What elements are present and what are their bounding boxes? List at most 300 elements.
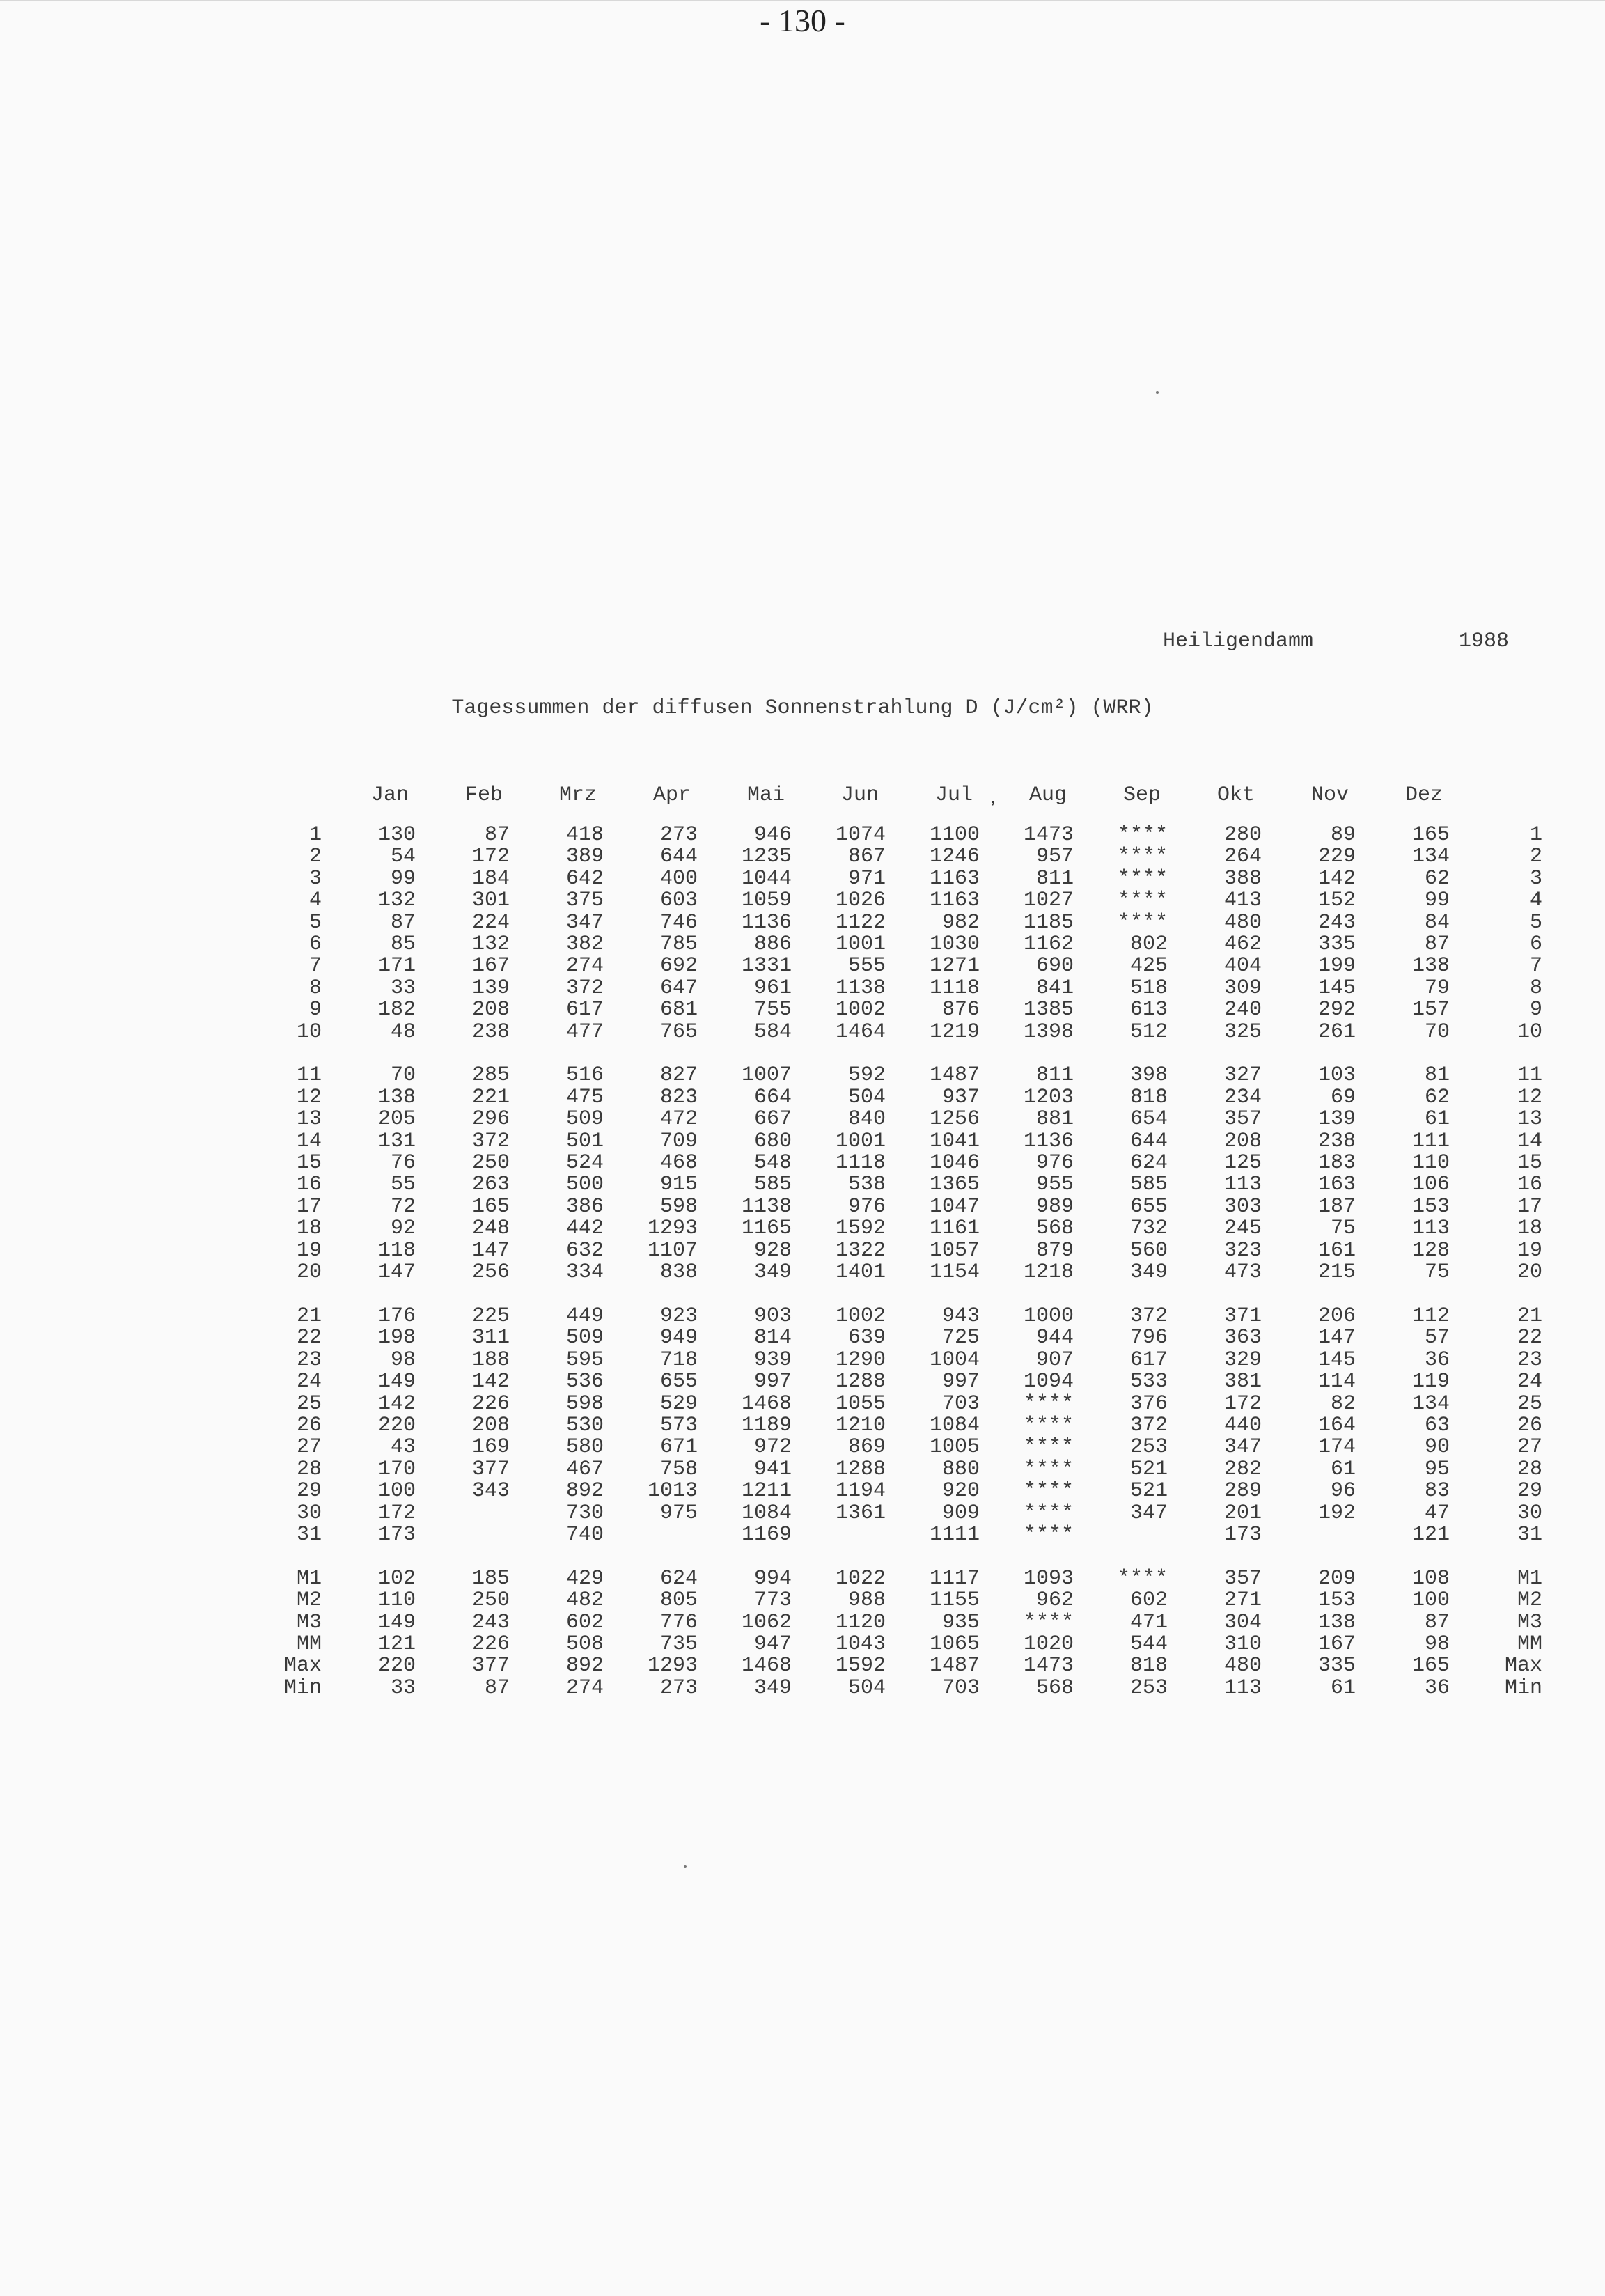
value-cell: 33 [390,976,416,1000]
value-cell: 1117 [929,1566,980,1591]
value-cell: 504 [847,1676,886,1700]
row-label-right: 9 [1529,998,1542,1022]
row-label: 14 [296,1129,322,1153]
value-cell: 802 [1129,932,1168,957]
value-cell: 323 [1223,1238,1262,1263]
value-cell: 1487 [929,1063,980,1088]
value-cell: 1044 [741,866,792,891]
value-cell: 718 [659,1348,698,1372]
value-cell: 296 [471,1107,510,1132]
value-cell: 343 [471,1479,510,1504]
value-cell: 215 [1317,1260,1356,1285]
value-cell: 142 [471,1370,510,1394]
value-cell: 892 [565,1654,604,1678]
value-cell: 509 [565,1326,604,1350]
value-cell: 292 [1317,998,1356,1022]
row-label: 6 [308,932,322,957]
value-cell: 1062 [741,1610,792,1634]
month-header: Mai [746,783,785,807]
value-cell: 536 [565,1370,604,1394]
value-cell: 876 [941,998,980,1022]
value-cell: 240 [1223,998,1262,1022]
row-label-right: 6 [1529,932,1542,957]
value-cell: 548 [753,1151,792,1176]
value-cell: 43 [390,1435,416,1460]
row-spacer [265,1284,1542,1306]
value-cell: 253 [1129,1435,1168,1460]
value-cell: 477 [565,1020,604,1044]
value-cell: 132 [377,889,416,913]
speck [1156,391,1159,394]
value-cell: 955 [1035,1173,1074,1197]
value-cell: 131 [377,1129,416,1153]
value-cell: 139 [471,976,510,1000]
value-cell: 1385 [1023,998,1074,1022]
value-cell: 103 [1317,1063,1356,1088]
value-cell: 1136 [741,910,792,935]
row-label: 1 [308,823,322,847]
value-cell: 289 [1223,1479,1262,1504]
value-cell: 841 [1035,976,1074,1000]
value-cell: **** [1023,1610,1074,1634]
month-header: Mrz [558,783,597,807]
value-cell: 997 [753,1370,792,1394]
value-cell: 111 [1411,1129,1450,1153]
table-row [265,955,1542,977]
value-cell: 220 [377,1654,416,1678]
value-cell: 125 [1223,1151,1262,1176]
row-label: 7 [308,954,322,978]
table-row [265,912,1542,934]
table-row [265,1109,1542,1130]
row-label: 28 [296,1457,322,1481]
row-label: M2 [296,1588,322,1613]
row-label-right: M3 [1517,1610,1542,1634]
value-cell: 975 [659,1501,698,1525]
value-cell: 172 [1223,1391,1262,1416]
value-cell: 248 [471,1217,510,1241]
table-row [265,1327,1542,1349]
value-cell: 87 [484,823,510,847]
row-label: MM [296,1632,322,1656]
value-cell: 508 [565,1632,604,1656]
table-row [265,1612,1542,1634]
radiation-table [265,781,1542,1699]
value-cell: 838 [659,1260,698,1285]
value-cell: 907 [1035,1348,1074,1372]
value-cell: 949 [659,1326,698,1350]
value-cell: 138 [1411,954,1450,978]
value-cell: 840 [847,1107,886,1132]
value-cell: 310 [1223,1632,1262,1656]
table-row [265,1415,1542,1437]
value-cell: 827 [659,1063,698,1088]
row-label: 9 [308,998,322,1022]
value-cell: 400 [659,866,698,891]
value-cell: 1001 [835,932,886,957]
value-cell: 892 [565,1479,604,1504]
value-cell: **** [1023,1522,1074,1547]
table-row [265,1371,1542,1393]
value-cell: 592 [847,1063,886,1088]
value-cell: 1473 [1023,823,1074,847]
value-cell: 389 [565,845,604,869]
value-cell: 271 [1223,1588,1262,1613]
value-cell: 681 [659,998,698,1022]
value-cell: 398 [1129,1063,1168,1088]
row-label-right: 19 [1517,1238,1542,1263]
value-cell: 329 [1223,1348,1262,1372]
value-cell: 943 [941,1304,980,1328]
value-cell: 976 [1035,1151,1074,1176]
table-row [265,1262,1542,1283]
value-cell: 169 [471,1435,510,1460]
value-cell: 173 [1223,1522,1262,1547]
value-cell: 372 [1129,1304,1168,1328]
value-cell: 823 [659,1085,698,1109]
value-cell: 70 [1424,1020,1450,1044]
table-row [265,934,1542,955]
value-cell: 1203 [1023,1085,1074,1109]
value-cell: 132 [471,932,510,957]
value-cell: 881 [1035,1107,1074,1132]
month-header: Jan [370,783,409,807]
value-cell: 285 [471,1063,510,1088]
value-cell: 947 [753,1632,792,1656]
value-cell: 480 [1223,1654,1262,1678]
value-cell: 994 [753,1566,792,1591]
value-cell: 1002 [835,1304,886,1328]
row-label: 25 [296,1391,322,1416]
value-cell: 1057 [929,1238,980,1263]
table-row [265,1196,1542,1218]
value-cell: 475 [565,1085,604,1109]
value-cell: 524 [565,1151,604,1176]
value-cell: 208 [471,998,510,1022]
value-cell: 311 [471,1326,510,1350]
value-cell: 357 [1223,1107,1262,1132]
value-cell: 128 [1411,1238,1450,1263]
value-cell: 357 [1223,1566,1262,1591]
value-cell: 516 [565,1063,604,1088]
value-cell: 1194 [835,1479,886,1504]
value-cell: 225 [471,1304,510,1328]
row-label-right: 28 [1517,1457,1542,1481]
value-cell: 1093 [1023,1566,1074,1591]
value-cell: 1100 [929,823,980,847]
row-label-right: 3 [1529,866,1542,891]
value-cell: 134 [1411,845,1450,869]
value-cell: 145 [1317,976,1356,1000]
table-row [265,1459,1542,1481]
row-label-right: 10 [1517,1020,1542,1044]
value-cell: 76 [390,1151,416,1176]
value-cell: 538 [847,1173,886,1197]
row-label-right: 18 [1517,1217,1542,1241]
year-label: 1988 [1458,630,1509,653]
value-cell: 1155 [929,1588,980,1613]
value-cell [416,1503,510,1524]
value-cell: 226 [471,1391,510,1416]
value-cell [604,1524,698,1546]
row-label-right: 15 [1517,1151,1542,1176]
value-cell: 165 [1411,823,1450,847]
value-cell: 256 [471,1260,510,1285]
value-cell: 909 [941,1501,980,1525]
table-row [265,1481,1542,1502]
row-label: 15 [296,1151,322,1176]
row-label: 24 [296,1370,322,1394]
value-cell: 96 [1330,1479,1356,1504]
value-cell: 1004 [929,1348,980,1372]
value-cell: 309 [1223,976,1262,1000]
value-cell: 121 [377,1632,416,1656]
value-cell: 371 [1223,1304,1262,1328]
value-cell: 504 [847,1085,886,1109]
value-cell: 170 [377,1457,416,1481]
value-cell: 301 [471,889,510,913]
value-cell: 972 [753,1435,792,1460]
value-cell: 480 [1223,910,1262,935]
row-label: 13 [296,1107,322,1132]
value-cell: 75 [1424,1260,1450,1285]
value-cell: 138 [1317,1610,1356,1634]
value-cell: **** [1117,845,1168,869]
table-row [265,1524,1542,1546]
table-row [265,999,1542,1021]
table-row [265,890,1542,912]
value-cell: 598 [659,1194,698,1219]
value-cell: 671 [659,1435,698,1460]
value-cell: 580 [565,1435,604,1460]
value-cell: 1005 [929,1435,980,1460]
value-cell: 1065 [929,1632,980,1656]
table-row [265,1153,1542,1174]
value-cell: 176 [377,1304,416,1328]
value-cell: 238 [471,1020,510,1044]
value-cell: 429 [565,1566,604,1591]
table-row [265,1437,1542,1458]
table-row [265,1065,1542,1086]
table-row [265,825,1542,846]
row-label: 20 [296,1260,322,1285]
value-cell: 108 [1411,1566,1450,1591]
value-cell: 1288 [835,1457,886,1481]
value-cell: 1154 [929,1260,980,1285]
value-cell: 253 [1129,1676,1168,1700]
value-cell: 1030 [929,932,980,957]
value-cell: 644 [1129,1129,1168,1153]
row-label: 8 [308,976,322,1000]
value-cell: 1084 [929,1413,980,1437]
value-cell: 920 [941,1479,980,1504]
value-cell: 425 [1129,954,1168,978]
value-cell: 617 [1129,1348,1168,1372]
value-cell: 1256 [929,1107,980,1132]
value-cell: 79 [1424,976,1450,1000]
value-cell: 185 [471,1566,510,1591]
value-cell: 273 [659,1676,698,1700]
table-row [265,1218,1542,1240]
value-cell: 1219 [929,1020,980,1044]
value-cell: 867 [847,845,886,869]
value-cell: 1401 [835,1260,886,1285]
value-cell: 818 [1129,1085,1168,1109]
value-cell: 161 [1317,1238,1356,1263]
row-label: 22 [296,1326,322,1350]
value-cell: 153 [1411,1194,1450,1219]
value-cell: 703 [941,1676,980,1700]
value-cell: 880 [941,1457,980,1481]
value-cell: 147 [1317,1326,1356,1350]
value-cell: 90 [1424,1435,1450,1460]
value-cell: 174 [1317,1435,1356,1460]
value-cell: 327 [1223,1063,1262,1088]
value-cell: 375 [565,889,604,913]
row-label-right: 24 [1517,1370,1542,1394]
value-cell: 85 [390,932,416,957]
value-cell: 325 [1223,1020,1262,1044]
value-cell: 87 [484,1676,510,1700]
value-cell: 725 [941,1326,980,1350]
value-cell: 915 [659,1173,698,1197]
value-cell: 382 [565,932,604,957]
row-label: 27 [296,1435,322,1460]
value-cell: 946 [753,823,792,847]
stray-mark: , [990,786,996,807]
row-label: 11 [296,1063,322,1088]
value-cell: 1013 [647,1479,698,1504]
month-header: Jun [840,783,879,807]
value-cell: 692 [659,954,698,978]
value-cell: 164 [1317,1413,1356,1437]
value-cell: 183 [1317,1151,1356,1176]
value-cell: 33 [390,1676,416,1700]
value-cell: 923 [659,1304,698,1328]
table-row [265,1503,1542,1524]
value-cell: 1059 [741,889,792,913]
value-cell: 220 [377,1413,416,1437]
value-cell: 709 [659,1129,698,1153]
value-cell: 347 [1129,1501,1168,1525]
value-cell: 1331 [741,954,792,978]
value-cell: 347 [1223,1435,1262,1460]
row-label: Max [283,1654,322,1678]
row-label: 26 [296,1413,322,1437]
value-cell: 442 [565,1217,604,1241]
value-cell: 1218 [1023,1260,1074,1285]
value-cell: 584 [753,1020,792,1044]
value-cell: 1161 [929,1217,980,1241]
table-row [265,978,1542,999]
value-cell: 372 [1129,1413,1168,1437]
value-cell: 982 [941,910,980,935]
value-cell: 755 [753,998,792,1022]
value-cell: 655 [1129,1194,1168,1219]
value-cell: 602 [1129,1588,1168,1613]
value-cell: 69 [1330,1085,1356,1109]
value-cell: **** [1117,910,1168,935]
value-cell: 98 [390,1348,416,1372]
value-cell: 145 [1317,1348,1356,1372]
value-cell: 234 [1223,1085,1262,1109]
value-cell: 199 [1317,954,1356,978]
value-cell: 639 [847,1326,886,1350]
value-cell: 785 [659,932,698,957]
value-cell: 229 [1317,845,1356,869]
value-cell: 102 [377,1566,416,1591]
value-cell: 811 [1035,866,1074,891]
value-cell: **** [1023,1479,1074,1504]
month-header: Feb [464,783,503,807]
value-cell: 500 [565,1173,604,1197]
value-cell: 274 [565,954,604,978]
value-cell: 1162 [1023,932,1074,957]
table-row [265,1634,1542,1655]
value-cell: 142 [1317,866,1356,891]
value-cell: 121 [1411,1522,1450,1547]
value-cell: 113 [1223,1173,1262,1197]
value-cell: 1041 [929,1129,980,1153]
value-cell: 462 [1223,932,1262,957]
value-cell: 110 [1411,1151,1450,1176]
value-cell: 106 [1411,1173,1450,1197]
value-cell: 1122 [835,910,886,935]
spacer-cell [265,1546,1542,1568]
value-cell: 57 [1424,1326,1450,1350]
row-label-right: MM [1517,1632,1542,1656]
value-cell: 418 [565,823,604,847]
value-cell: 467 [565,1457,604,1481]
value-cell: 1398 [1023,1020,1074,1044]
value-cell: 134 [1411,1391,1450,1416]
table-row [265,1678,1542,1699]
value-cell: **** [1117,866,1168,891]
value-cell: 644 [659,845,698,869]
value-cell: 937 [941,1085,980,1109]
row-label: 12 [296,1085,322,1109]
month-header: Okt [1216,783,1255,807]
value-cell: 690 [1035,954,1074,978]
value-cell: 939 [753,1348,792,1372]
value-cell: 75 [1330,1217,1356,1241]
row-label: 2 [308,845,322,869]
value-cell: 1361 [835,1501,886,1525]
value-cell: 1043 [835,1632,886,1656]
value-cell: 172 [377,1501,416,1525]
value-cell: 84 [1424,910,1450,935]
value-cell: 250 [471,1151,510,1176]
value-cell: 1022 [835,1566,886,1591]
row-label: 10 [296,1020,322,1044]
corner-cell [1450,781,1542,825]
value-cell: 765 [659,1020,698,1044]
value-cell: 118 [377,1238,416,1263]
value-cell: 349 [753,1260,792,1285]
value-cell: 99 [390,866,416,891]
value-cell: 172 [471,845,510,869]
value-cell: **** [1023,1435,1074,1460]
value-cell: 1020 [1023,1632,1074,1656]
row-label-right: 12 [1517,1085,1542,1109]
value-cell: 962 [1035,1588,1074,1613]
value-cell: 87 [1424,932,1450,957]
value-cell: 1322 [835,1238,886,1263]
row-label: 21 [296,1304,322,1328]
value-cell: 533 [1129,1370,1168,1394]
value-cell: **** [1023,1457,1074,1481]
value-cell: 334 [565,1260,604,1285]
